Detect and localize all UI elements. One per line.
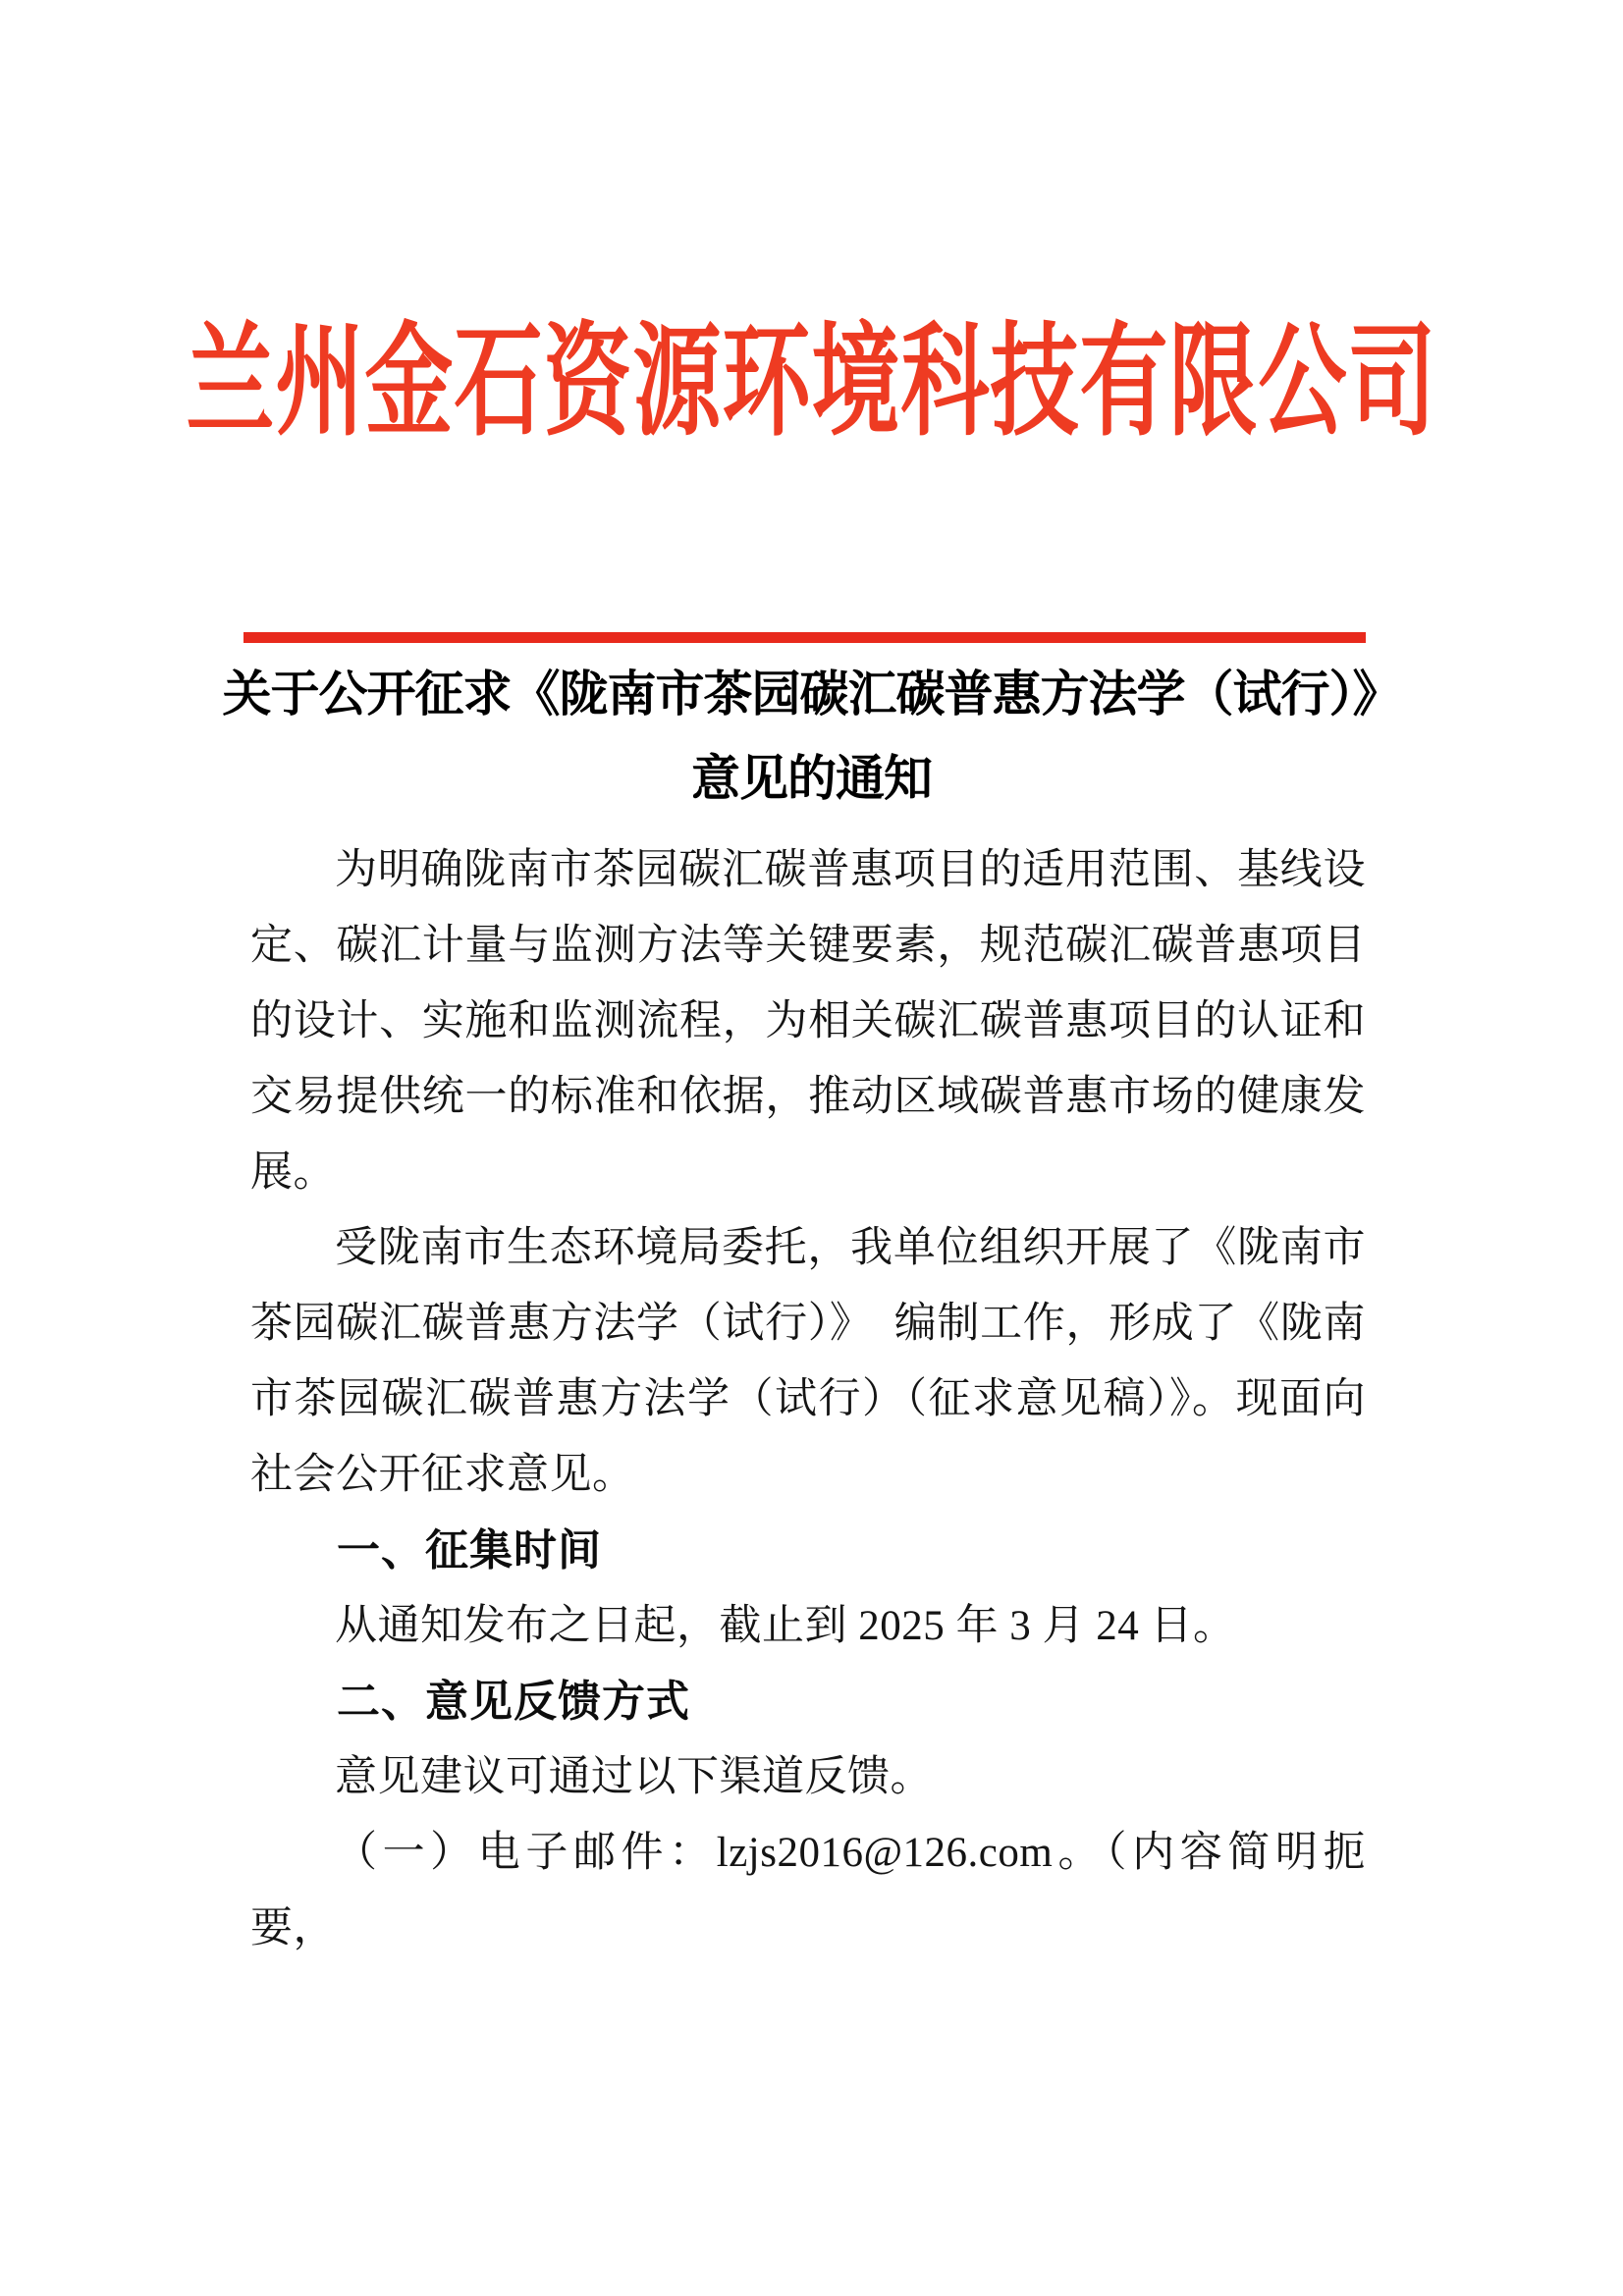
email-item-note: 。（内容简明扼要， <box>250 1830 1366 1951</box>
section-2-heading: 二、意见反馈方式 <box>337 1678 690 1726</box>
section-2-intro: 意见建议可通过以下渠道反馈。 <box>335 1754 933 1800</box>
letterhead <box>0 283 1623 452</box>
title-line-1: 关于公开征求《陇南市茶园碳汇碳普惠方法学（试行）》 <box>222 667 1401 721</box>
document-body <box>250 832 1366 1966</box>
section-2-item-email <box>250 1815 1366 1966</box>
section-1-heading: 一、征集时间 <box>337 1526 602 1575</box>
paragraph-purpose: 为明确陇南市茶园碳汇碳普惠项目的适用范围、基线设定、碳汇计量与监测方法等关键要素，规范碳汇碳普惠项目的设计、实施和监测流程，为相关碳汇碳普惠项目的认证和交易提供统一的标准和依据，推动区域碳普惠市场的健康发展。 <box>250 847 1366 1196</box>
title-line-2: 意见的通知 <box>691 751 932 806</box>
company-name: 兰州金石资源环境科技有限公司 <box>186 316 1437 452</box>
document-title <box>118 652 1505 821</box>
email-address: lzjs2016@126.com <box>716 1830 1054 1876</box>
email-item-label: （一）电子邮件： <box>335 1830 717 1876</box>
paragraph-background: 受陇南市生态环境局委托，我单位组织开展了《陇南市茶园碳汇碳普惠方法学（试行）》 编制工作，形成了《陇南市茶园碳汇碳普惠方法学（试行）（征求意见稿）》。现面向社会公开征求意见。 <box>250 1225 1366 1498</box>
section-1-text: 从通知发布之日起，截止到 2025 年 3 月 24 日。 <box>335 1603 1236 1649</box>
letterhead-divider <box>243 632 1366 643</box>
